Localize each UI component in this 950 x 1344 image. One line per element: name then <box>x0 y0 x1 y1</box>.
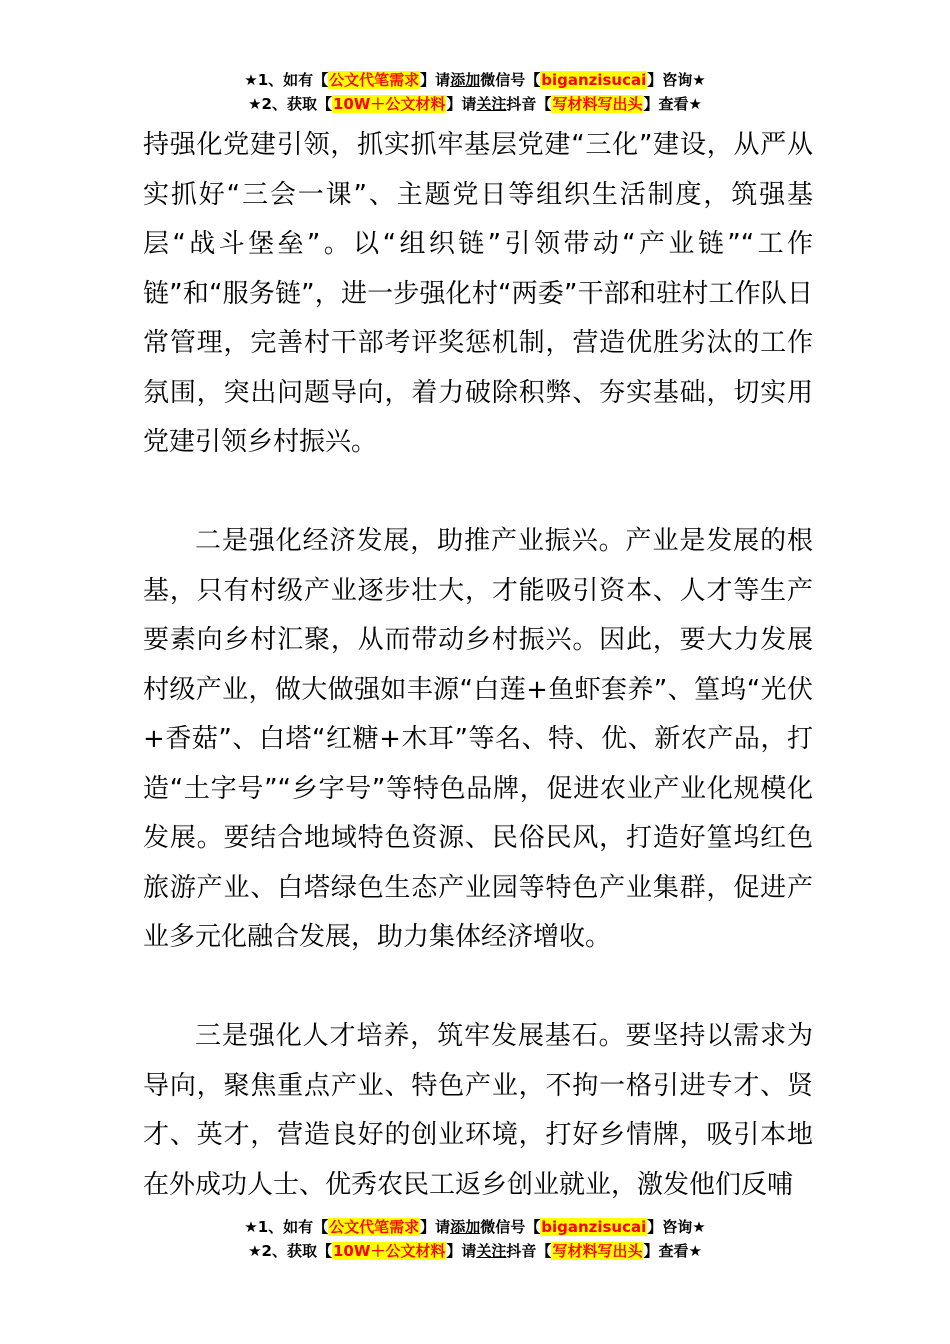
banner-highlight: biganzisucai <box>541 71 647 89</box>
banner-highlight: 公文代笔需求 <box>329 1218 420 1236</box>
document-body <box>143 121 813 1210</box>
banner-text: 】请 <box>446 95 477 113</box>
banner-text: 抖音【 <box>506 1242 552 1260</box>
banner-underlined-text: 添加 <box>450 71 481 89</box>
banner-underlined-text: 关注 <box>476 95 507 113</box>
banner-text: ★1、如有【 <box>244 71 329 89</box>
banner-highlight: 写材料写出头 <box>552 1242 643 1260</box>
banner-text: 微信号【 <box>480 71 541 89</box>
footer-banner <box>0 1215 950 1263</box>
banner-line-2 <box>0 1239 950 1263</box>
banner-text: 抖音【 <box>506 95 552 113</box>
banner-text: 】查看★ <box>643 95 702 113</box>
header-banner <box>0 68 950 116</box>
banner-text: 】请 <box>420 71 451 89</box>
banner-highlight: 公文代笔需求 <box>329 71 420 89</box>
banner-text: ★1、如有【 <box>244 1218 329 1236</box>
banner-line-2 <box>0 92 950 116</box>
banner-highlight: 10W＋公文材料 <box>332 1242 446 1260</box>
banner-underlined-text: 关注 <box>476 1242 507 1260</box>
banner-line-1 <box>0 68 950 92</box>
paragraph-continued: 持强化党建引领，抓实抓牢基层党建“三化”建设，从严从实抓好“三会一课”、主题党日等组织生活制度，筑强基层“战斗堡垒”。以“组织链”引领带动“产业链”“工作链”和“服务链”，进一步强化村“两委”干部和驻村工作队日常管理，完善村干部考评奖惩机制，营造优胜劣汰的工作氛围，突出问题导向，着力破除积弊、夯实基础，切实用党建引领乡村振兴。 <box>143 130 813 457</box>
banner-text: ★2、获取【 <box>248 95 332 113</box>
paragraph-spacer <box>143 468 813 518</box>
banner-text: ★2、获取【 <box>248 1242 332 1260</box>
paragraph-spacer <box>143 963 813 1013</box>
banner-text: 微信号【 <box>480 1218 541 1236</box>
paragraph-economy: 二是强化经济发展，助推产业振兴。产业是发展的根基，只有村级产业逐步壮大，才能吸引资本、人才等生产要素向乡村汇聚，从而带动乡村振兴。因此，要大力发展村级产业，做大做强如丰源“白莲+鱼虾套养”、篁坞“光伏+香菇”、白塔“红糖+木耳”等名、特、优、新农产品，打造“土字号”“乡字号”等特色品牌，促进农业产业化规模化发展。要结合地域特色资源、民俗民风，打造好篁坞红色旅游产业、白塔绿色生态产业园等特色产业集群，促进产业多元化融合发展，助力集体经济增收。 <box>143 526 813 952</box>
banner-highlight: 写材料写出头 <box>552 95 643 113</box>
banner-text: 】请 <box>446 1242 477 1260</box>
banner-line-1 <box>0 1215 950 1239</box>
banner-text: 】请 <box>420 1218 451 1236</box>
banner-underlined-text: 添加 <box>450 1218 481 1236</box>
banner-text: 】咨询★ <box>647 71 706 89</box>
banner-text: 】查看★ <box>643 1242 702 1260</box>
banner-highlight: biganzisucai <box>541 1218 647 1236</box>
banner-highlight: 10W＋公文材料 <box>332 95 446 113</box>
banner-text: 】咨询★ <box>647 1218 706 1236</box>
paragraph-talent: 三是强化人才培养，筑牢发展基石。要坚持以需求为导向，聚焦重点产业、特色产业，不拘一格引进专才、贤才、英才，营造良好的创业环境，打好乡情牌，吸引本地在外成功人士、优秀农民工返乡创业就业，激发他们反哺 <box>143 1021 813 1200</box>
